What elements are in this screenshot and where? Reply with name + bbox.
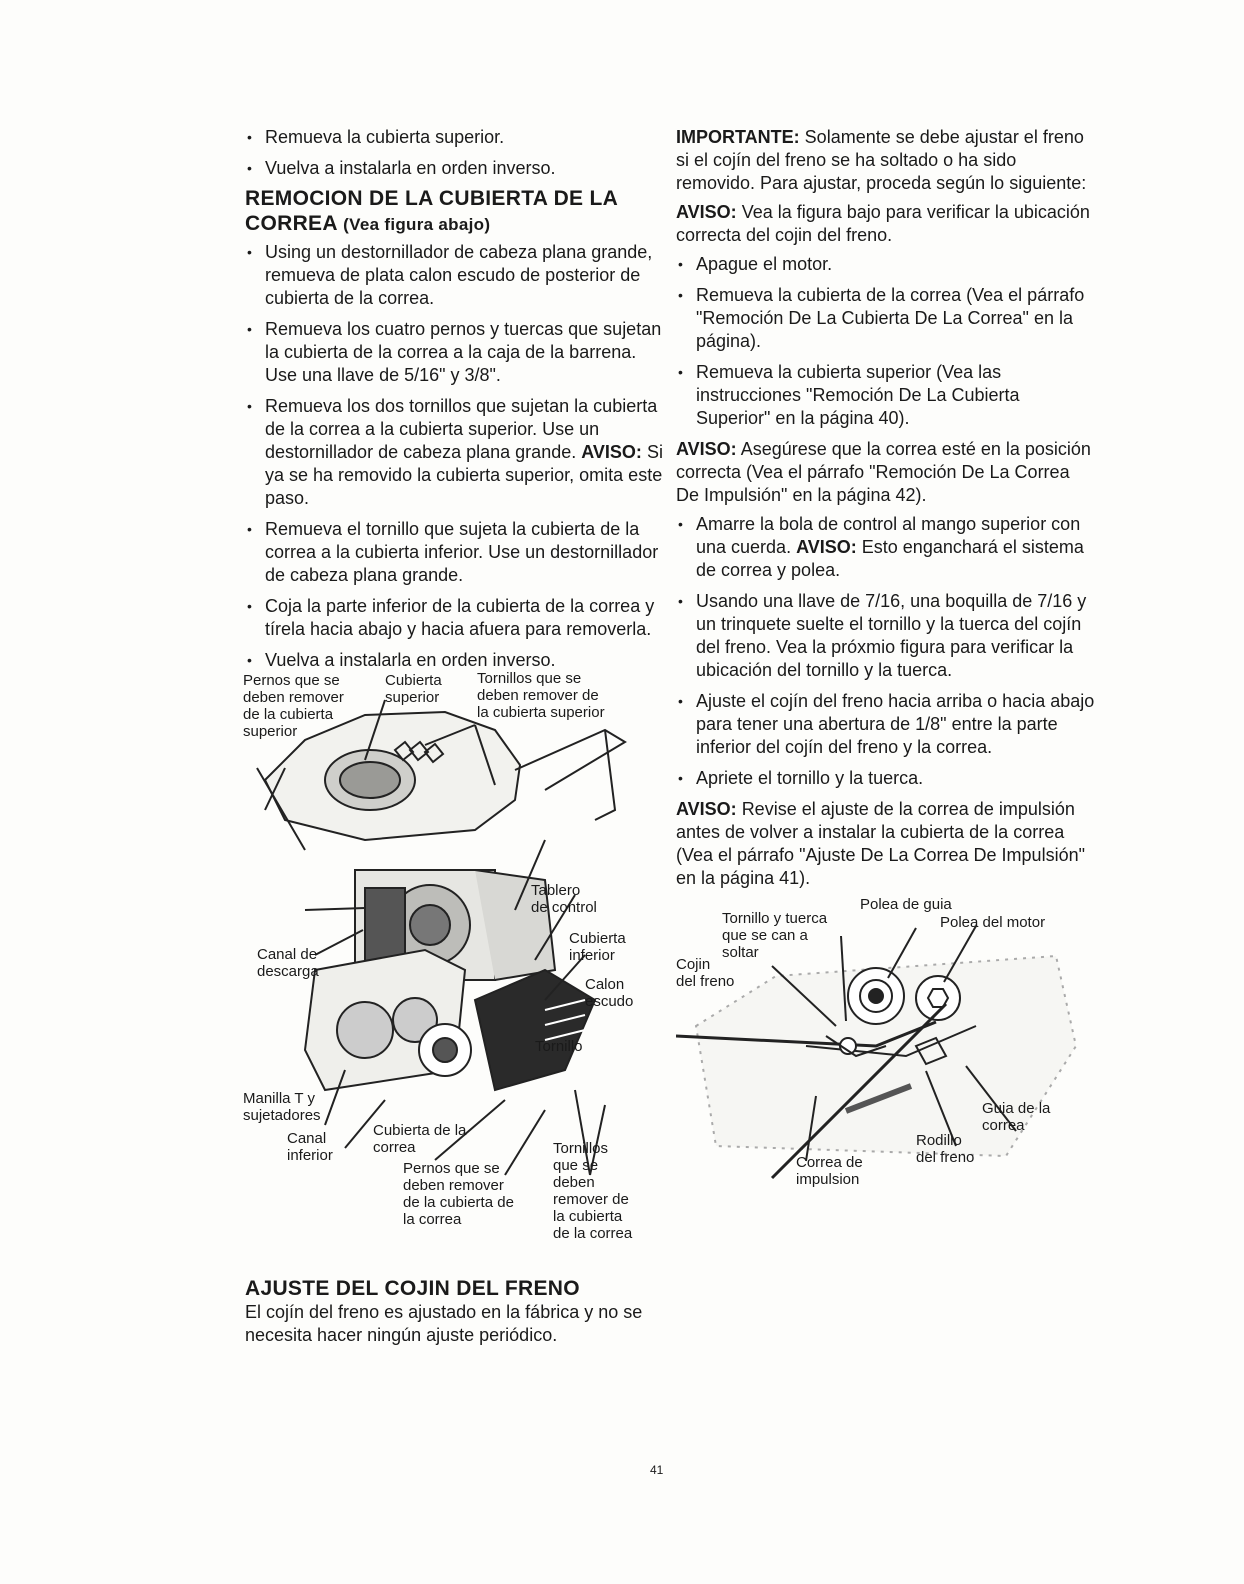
label-t-handle: Manilla T y sujetadores [243,1090,321,1124]
label-brake-pad: Cojin del freno [676,956,735,990]
list-item: • Vuelva a instalarla en orden inverso. [245,649,665,672]
brake-figure [676,896,1096,1206]
label-brake-roller: Rodillo del freno [916,1132,975,1166]
list-item: • Remueva la cubierta de la correa (Vea el párrafo "Remoción De La Cubierta De La Correa" en la página). [676,284,1096,353]
aviso-paragraph-3: AVISO: Revise el ajuste de la correa de impulsión antes de volver a instalar la cubierta de la correa (Vea el párrafo "Ajuste De La Correa De Impulsión" en la página 41). [676,799,1085,888]
intro-bullet-list [245,126,665,180]
brake-pad-paragraph: El cojín del freno es ajustado en la fábrica y no se necesita hacer ningún ajuste periódico. [245,1302,643,1345]
label-lower-chute: Canal inferior [287,1130,333,1164]
brake-steps-1 [676,253,1096,430]
list-item: • Apriete el tornillo y la tuerca. [676,767,1096,790]
left-column [245,126,665,1347]
label-upper-cover-bolts: Pernos que se deben remover de la cubierta superior [243,672,344,740]
list-item: • Amarre la bola de control al mango superior con una cuerda. AVISO: Esto enganchará el sistema de correa y polea. [676,513,1096,582]
list-item: • Ajuste el cojín del freno hacia arriba o hacia abajo para tener una abertura de 1/8" entre la parte inferior del cojín del freno y la correa. [676,690,1096,759]
list-item: • Using un destornillador de cabeza plana grande, remueva de plata calon escudo de posterior de cubierta de la correa. [245,241,665,310]
label-upper-cover-screws: Tornillos que se deben remover de la cubierta superior [477,670,605,721]
label-engine-pulley: Polea del motor [940,914,1046,931]
list-item: • Usando una llave de 7/16, una boquilla de 7/16 y un trinquete suelte el tornillo y la tuerca del cojín del freno. Vea la próxmio figura para verificar la ubicación del tornillo y la tuerca. [676,590,1096,682]
label-upper-cover: Cubierta superior [385,672,442,706]
list-item: • Remueva la cubierta superior (Vea las instrucciones "Remoción De La Cubierta Superior" en la página 40). [676,361,1096,430]
list-item: • Remueva la cubierta superior. [245,126,665,149]
aviso-paragraph-2: AVISO: Asegúrese que la correa esté en la posición correcta (Vea el párrafo "Remoción De La Correa De Impulsión" en la página 42). [676,439,1091,505]
label-bolt-nut: Tornillo y tuerca que se can a soltar [722,910,828,961]
label-belt-cover: Cubierta de la correa [373,1122,467,1156]
section-heading-brake-pad: AJUSTE DEL COJIN DEL FRENO [245,1277,580,1300]
brake-steps-2 [676,513,1096,790]
label-lower-cover: Cubierta inferior [569,930,626,964]
label-heat-shield: Calon escudo [585,976,634,1010]
list-item: • Apague el motor. [676,253,1096,276]
label-idler-pulley: Polea de guia [860,896,952,913]
label-discharge-chute: Canal de descarga [257,946,319,980]
list-item: • Remueva los dos tornillos que sujetan la cubierta de la correa a la cubierta superior. Use un destornillador de cabeza plana grande. AVISO: Si ya se ha removido la cubierta superior, omita este paso. [245,395,665,510]
label-drive-belt: Correa de impulsion [796,1154,863,1188]
aviso-paragraph-1: AVISO: Vea la figura bajo para verificar la ubicación correcta del cojin del freno. [676,202,1090,245]
list-item: • Remueva el tornillo que sujeta la cubierta de la correa a la cubierta inferior. Use un destornillador de cabeza plana grande. [245,518,665,587]
label-belt-cover-screws: Tornillos que se deben remover de la cubierta de la correa [553,1140,633,1242]
snowblower-figure [245,670,665,1268]
label-control-panel: Tablero de control [531,882,597,916]
belt-cover-steps [245,241,665,672]
important-paragraph: IMPORTANTE: Solamente se debe ajustar el freno si el cojín del freno se ha soltado o ha sido removido. Para ajustar, proceda según lo siguiente: [676,127,1087,193]
list-item: • Vuelva a instalarla en orden inverso. [245,157,665,180]
label-screw: Tornillo [535,1038,583,1055]
right-column [676,126,1096,1206]
list-item: • Remueva los cuatro pernos y tuercas que sujetan la cubierta de la correa a la caja de la barrena. Use una llave de 5/16" y 3/8". [245,318,665,387]
list-item: • Coja la parte inferior de la cubierta de la correa y tírela hacia abajo y hacia afuera para removerla. [245,595,665,641]
label-belt-cover-bolts: Pernos que se deben remover de la cubierta de la correa [403,1160,514,1228]
page-number: 41 [650,1463,664,1477]
label-belt-guide: Guia de la correa [982,1100,1051,1134]
section-heading-belt-cover: REMOCION DE LA CUBIERTA DE LA CORREA (Vea figura abajo) [245,187,618,235]
